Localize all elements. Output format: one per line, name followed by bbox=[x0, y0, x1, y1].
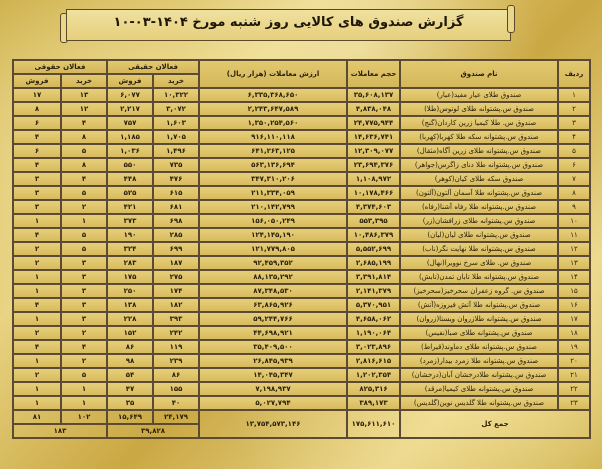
legal-sell: ۴ bbox=[13, 158, 61, 172]
legal-buy: ۱ bbox=[61, 396, 107, 410]
header-real-buy: خرید bbox=[153, 74, 199, 88]
fund-name: صندوق س.پشتوانه طلا نهایت نگر(ناب) bbox=[400, 242, 558, 256]
legal-sell: ۲ bbox=[13, 368, 61, 382]
real-sell: ۵۲۵ bbox=[107, 186, 153, 200]
trade-volume: ۲۴,۷۷۵,۹۴۴ bbox=[347, 116, 400, 130]
legal-buy: ۱۲ bbox=[61, 102, 107, 116]
real-buy: ۲۴۲ bbox=[153, 326, 199, 340]
header-legal-traders: فعالان حقوقی bbox=[13, 60, 107, 74]
legal-sell: ۴ bbox=[13, 340, 61, 354]
legal-buy: ۵ bbox=[61, 144, 107, 158]
header-row-no: ردیف bbox=[558, 60, 590, 88]
table-body bbox=[13, 88, 590, 410]
legal-sell: ۲ bbox=[13, 256, 61, 270]
row-number: ۲۲ bbox=[558, 382, 590, 396]
real-buy: ۱۵۵ bbox=[153, 382, 199, 396]
total-legal-traders: ۱۸۳ bbox=[13, 424, 107, 438]
trade-value: ۵۶۳,۱۳۶,۶۹۴ bbox=[199, 158, 347, 172]
row-number: ۶ bbox=[558, 158, 590, 172]
row-number: ۱۶ bbox=[558, 298, 590, 312]
header-volume: حجم معاملات bbox=[347, 60, 400, 88]
legal-sell: ۱ bbox=[13, 354, 61, 368]
title-banner-body bbox=[66, 9, 511, 41]
total-real-buy: ۲۴,۱۷۹ bbox=[153, 410, 199, 424]
trade-value: ۸۷,۳۴۸,۵۳۰ bbox=[199, 284, 347, 298]
header-real-traders: فعالان حقیقی bbox=[107, 60, 199, 74]
legal-buy: ۸ bbox=[61, 158, 107, 172]
legal-sell: ۲ bbox=[13, 326, 61, 340]
legal-buy: ۴ bbox=[61, 116, 107, 130]
row-number: ۲۰ bbox=[558, 354, 590, 368]
real-sell: ۳۲۴ bbox=[107, 242, 153, 256]
real-buy: ۸۶ bbox=[153, 368, 199, 382]
row-number: ۱۷ bbox=[558, 312, 590, 326]
fund-name: صندوق س. طلا کیمیا زرین کاردان(گنج) bbox=[400, 116, 558, 130]
title-banner bbox=[60, 5, 515, 45]
fund-name: صندوق س.پشتوانه طلای زرین آگاه(مثقال) bbox=[400, 144, 558, 158]
row-number: ۱۲ bbox=[558, 242, 590, 256]
table-row bbox=[13, 242, 590, 256]
fund-name: صندوق س.پشتوانه طلا دنای زاگرس(جواهر) bbox=[400, 158, 558, 172]
trade-volume: ۵,۵۵۲,۶۹۹ bbox=[347, 242, 400, 256]
real-sell: ۲,۲۱۷ bbox=[107, 102, 153, 116]
trade-volume: ۸۲۵,۳۱۶ bbox=[347, 382, 400, 396]
table-row bbox=[13, 354, 590, 368]
trade-volume: ۳۵,۶۰۸,۱۳۷ bbox=[347, 88, 400, 102]
real-sell: ۱۷۵ bbox=[107, 270, 153, 284]
real-buy: ۱۸۷ bbox=[153, 256, 199, 270]
fund-name: صندوق س. طلای سرخ نوویرا(نهال) bbox=[400, 256, 558, 270]
real-sell: ۱۳۸ bbox=[107, 298, 153, 312]
trade-volume: ۵۵۳,۳۹۵ bbox=[347, 214, 400, 228]
table-row bbox=[13, 200, 590, 214]
trade-value: ۷,۱۹۸,۹۳۷ bbox=[199, 382, 347, 396]
legal-sell: ۶ bbox=[13, 144, 61, 158]
header-value: ارزش معاملات (هزار ریال) bbox=[199, 60, 347, 88]
table-row bbox=[13, 144, 590, 158]
table-row bbox=[13, 396, 590, 410]
legal-buy: ۱ bbox=[61, 382, 107, 396]
legal-sell: ۳ bbox=[13, 172, 61, 186]
real-sell: ۲۸۳ bbox=[107, 256, 153, 270]
header-legal-buy: خرید bbox=[61, 74, 107, 88]
trade-volume: ۴,۳۷۴,۶۰۳ bbox=[347, 200, 400, 214]
real-buy: ۲۸۵ bbox=[153, 228, 199, 242]
table-row bbox=[13, 340, 590, 354]
real-sell: ۱,۰۳۶ bbox=[107, 144, 153, 158]
fund-name: صندوق س.پشتوانه طلای لیان(لیان) bbox=[400, 228, 558, 242]
real-sell: ۱۹۰ bbox=[107, 228, 153, 242]
trade-volume: ۱۲,۳۰۹,۰۷۷ bbox=[347, 144, 400, 158]
real-sell: ۹۸ bbox=[107, 354, 153, 368]
table-row bbox=[13, 130, 590, 144]
real-sell: ۵۵۰ bbox=[107, 158, 153, 172]
real-buy: ۱,۶۰۳ bbox=[153, 116, 199, 130]
trade-value: ۱,۳۵۰,۲۵۴,۵۶۰ bbox=[199, 116, 347, 130]
trade-volume: ۲,۸۱۶,۶۱۵ bbox=[347, 354, 400, 368]
table-row bbox=[13, 88, 590, 102]
legal-buy: ۲ bbox=[61, 200, 107, 214]
legal-sell: ۴ bbox=[13, 130, 61, 144]
real-sell: ۴۴۸ bbox=[107, 172, 153, 186]
trade-value: ۲,۲۴۳,۶۴۷,۵۸۹ bbox=[199, 102, 347, 116]
scroll-roll-right bbox=[507, 5, 515, 33]
legal-buy: ۴ bbox=[61, 340, 107, 354]
legal-buy: ۳ bbox=[61, 298, 107, 312]
table-row bbox=[13, 298, 590, 312]
trade-value: ۸۸,۱۳۵,۲۹۲ bbox=[199, 270, 347, 284]
legal-buy: ۳ bbox=[61, 256, 107, 270]
real-buy: ۱۷۴ bbox=[153, 284, 199, 298]
legal-buy: ۲ bbox=[61, 326, 107, 340]
real-sell: ۳۷۳ bbox=[107, 214, 153, 228]
table-row bbox=[13, 270, 590, 284]
legal-buy: ۵ bbox=[61, 228, 107, 242]
real-sell: ۲۵۰ bbox=[107, 284, 153, 298]
real-sell: ۷۵۷ bbox=[107, 116, 153, 130]
row-number: ۱۰ bbox=[558, 214, 590, 228]
total-real-sell: ۱۵,۶۴۹ bbox=[107, 410, 153, 424]
row-number: ۲۱ bbox=[558, 368, 590, 382]
row-number: ۲۳ bbox=[558, 396, 590, 410]
real-buy: ۳۹۳ bbox=[153, 312, 199, 326]
row-number: ۱۵ bbox=[558, 284, 590, 298]
total-value: ۱۳,۷۵۴,۵۷۳,۱۴۶ bbox=[199, 410, 347, 438]
legal-buy: ۱ bbox=[61, 214, 107, 228]
fund-name: صندوق س. گروه زعفران سحرخیز(سحرخیز) bbox=[400, 284, 558, 298]
real-buy: ۱۱۹ bbox=[153, 340, 199, 354]
real-sell: ۱,۱۸۵ bbox=[107, 130, 153, 144]
real-sell: ۵۴ bbox=[107, 368, 153, 382]
trade-value: ۲۱۰,۱۴۲,۷۹۹ bbox=[199, 200, 347, 214]
legal-sell: ۱ bbox=[13, 312, 61, 326]
trade-volume: ۱,۲۰۲,۳۵۴ bbox=[347, 368, 400, 382]
table-row bbox=[13, 116, 590, 130]
fund-name: صندوق س.پشتوانه طلا تابان تمدن(تابش) bbox=[400, 270, 558, 284]
real-buy: ۱۸۲ bbox=[153, 298, 199, 312]
header-legal-sell: فروش bbox=[13, 74, 61, 88]
trade-value: ۱۴,۰۴۵,۳۴۷ bbox=[199, 368, 347, 382]
real-buy: ۲۳۹ bbox=[153, 354, 199, 368]
table-row bbox=[13, 382, 590, 396]
total-real-traders: ۳۹,۸۲۸ bbox=[107, 424, 199, 438]
legal-sell: ۱ bbox=[13, 396, 61, 410]
legal-buy: ۳ bbox=[61, 284, 107, 298]
table-row bbox=[13, 284, 590, 298]
real-sell: ۸۶ bbox=[107, 340, 153, 354]
real-sell: ۳۵ bbox=[107, 396, 153, 410]
total-row bbox=[13, 410, 590, 424]
row-number: ۸ bbox=[558, 186, 590, 200]
table-row bbox=[13, 228, 590, 242]
legal-buy: ۵ bbox=[61, 186, 107, 200]
legal-sell: ۴ bbox=[13, 228, 61, 242]
table-row bbox=[13, 102, 590, 116]
trade-volume: ۲,۶۸۵,۱۹۹ bbox=[347, 256, 400, 270]
legal-buy: ۲ bbox=[61, 354, 107, 368]
page-title: گزارش صندوق های کالایی روز شنبه مورخ ۱۴۰۴-۰۳-۱۰ bbox=[113, 15, 464, 30]
real-buy: ۱,۴۹۶ bbox=[153, 144, 199, 158]
legal-sell: ۱ bbox=[13, 382, 61, 396]
trade-volume: ۴,۸۳۸,۰۴۸ bbox=[347, 102, 400, 116]
table-row bbox=[13, 158, 590, 172]
trade-value: ۲۱۱,۳۳۴,۰۵۹ bbox=[199, 186, 347, 200]
trade-value: ۳۴۷,۳۱۰,۲۰۶ bbox=[199, 172, 347, 186]
real-buy: ۶۹۹ bbox=[153, 242, 199, 256]
fund-name: صندوق س.پشتوانه طلای کیمیا(مرقد) bbox=[400, 382, 558, 396]
trade-value: ۵,۰۲۷,۷۹۴ bbox=[199, 396, 347, 410]
legal-sell: ۶ bbox=[13, 116, 61, 130]
row-number: ۹ bbox=[558, 200, 590, 214]
real-sell: ۴۲۱ bbox=[107, 200, 153, 214]
real-buy: ۲۷۵ bbox=[153, 270, 199, 284]
trade-value: ۱۲۴,۱۴۵,۱۹۰ bbox=[199, 228, 347, 242]
trade-volume: ۴,۶۵۸,۰۶۲ bbox=[347, 312, 400, 326]
total-legal-sell: ۸۱ bbox=[13, 410, 61, 424]
real-buy: ۴۰ bbox=[153, 396, 199, 410]
legal-sell: ۸ bbox=[13, 102, 61, 116]
trade-value: ۹۱۶,۱۱۰,۱۱۸ bbox=[199, 130, 347, 144]
trade-volume: ۵,۳۷۰,۹۵۱ bbox=[347, 298, 400, 312]
header-real-sell: فروش bbox=[107, 74, 153, 88]
trade-value: ۹۲,۴۵۹,۳۵۲ bbox=[199, 256, 347, 270]
row-number: ۷ bbox=[558, 172, 590, 186]
legal-buy: ۳ bbox=[61, 312, 107, 326]
total-label: جمع کل bbox=[400, 410, 590, 438]
legal-buy: ۴ bbox=[61, 172, 107, 186]
legal-buy: ۵ bbox=[61, 242, 107, 256]
fund-name: صندوق س.پشتوانه طلا رفاه آشنا(رفاه) bbox=[400, 200, 558, 214]
table-row bbox=[13, 368, 590, 382]
real-buy: ۴۷۶ bbox=[153, 172, 199, 186]
row-number: ۱۱ bbox=[558, 228, 590, 242]
table-row bbox=[13, 326, 590, 340]
commodity-funds-table bbox=[12, 59, 591, 439]
legal-sell: ۳ bbox=[13, 186, 61, 200]
fund-name: صندوق س.پشتوانه طلای صبا(نفیس) bbox=[400, 326, 558, 340]
fund-name: صندوق س.پشتوانه طلای دماوند(قیراط) bbox=[400, 340, 558, 354]
real-buy: ۶۱۵ bbox=[153, 186, 199, 200]
fund-name: صندوق س.پشتوانه طلازروان ویستا(زروان) bbox=[400, 312, 558, 326]
trade-volume: ۱,۱۹۰,۰۶۴ bbox=[347, 326, 400, 340]
trade-value: ۴۴,۶۹۸,۹۲۱ bbox=[199, 326, 347, 340]
table-row bbox=[13, 186, 590, 200]
trade-volume: ۱,۱۰۸,۹۷۲ bbox=[347, 172, 400, 186]
real-buy: ۱,۷۰۵ bbox=[153, 130, 199, 144]
legal-sell: ۱ bbox=[13, 284, 61, 298]
table-row bbox=[13, 214, 590, 228]
table-row bbox=[13, 172, 590, 186]
trade-volume: ۱۰,۱۷۸,۴۶۶ bbox=[347, 186, 400, 200]
trade-value: ۶۳,۸۶۵,۹۲۶ bbox=[199, 298, 347, 312]
legal-sell: ۱۷ bbox=[13, 88, 61, 102]
trade-value: ۶۴۱,۲۶۳,۱۲۵ bbox=[199, 144, 347, 158]
trade-volume: ۳,۰۲۳,۸۹۶ bbox=[347, 340, 400, 354]
real-buy: ۶۹۸ bbox=[153, 214, 199, 228]
row-number: ۱۹ bbox=[558, 340, 590, 354]
total-legal-buy: ۱۰۲ bbox=[61, 410, 107, 424]
real-buy: ۶۸۱ bbox=[153, 200, 199, 214]
real-buy: ۷۳۵ bbox=[153, 158, 199, 172]
legal-sell: ۳ bbox=[13, 200, 61, 214]
fund-name: صندوق س.پشتوانه سکه طلا کهربا(کهربا) bbox=[400, 130, 558, 144]
trade-value: ۱۵۶,۰۵۰,۲۴۹ bbox=[199, 214, 347, 228]
trade-volume: ۳,۳۹۱,۸۱۴ bbox=[347, 270, 400, 284]
legal-sell: ۱ bbox=[13, 214, 61, 228]
row-number: ۱۸ bbox=[558, 326, 590, 340]
trade-value: ۱۲۱,۷۷۹,۸۰۵ bbox=[199, 242, 347, 256]
fund-name: صندوق سکه طلای کیان(کوهر) bbox=[400, 172, 558, 186]
row-number: ۴ bbox=[558, 130, 590, 144]
fund-name: صندوق س.پشتوانه طلا گلدیس نوین(گلدیس) bbox=[400, 396, 558, 410]
trade-value: ۵۹,۲۴۴,۷۶۶ bbox=[199, 312, 347, 326]
fund-name: صندوق طلای عیار مفید(عیار) bbox=[400, 88, 558, 102]
row-number: ۱۴ bbox=[558, 270, 590, 284]
fund-name: صندوق س.پشتوانه طلا آتش فیروزه(آتش) bbox=[400, 298, 558, 312]
row-number: ۵ bbox=[558, 144, 590, 158]
table-row bbox=[13, 256, 590, 270]
legal-buy: ۵ bbox=[61, 368, 107, 382]
row-number: ۲ bbox=[558, 102, 590, 116]
legal-sell: ۱ bbox=[13, 270, 61, 284]
legal-buy: ۸ bbox=[61, 130, 107, 144]
real-buy: ۳,۰۷۲ bbox=[153, 102, 199, 116]
real-sell: ۶,۰۷۷ bbox=[107, 88, 153, 102]
fund-name: صندوق س.پشتوانه طلا زمرد بیدار(زمرد) bbox=[400, 354, 558, 368]
trade-volume: ۱۰,۴۸۶,۳۷۹ bbox=[347, 228, 400, 242]
fund-name: صندوق س.پشتوانه طلا آسمان آلتون(آلتون) bbox=[400, 186, 558, 200]
fund-name: صندوق س.پشتوانه طلادرخشان آبان(درخشان) bbox=[400, 368, 558, 382]
real-sell: ۴۷ bbox=[107, 382, 153, 396]
table-row bbox=[13, 312, 590, 326]
row-number: ۱ bbox=[558, 88, 590, 102]
legal-sell: ۴ bbox=[13, 298, 61, 312]
trade-value: ۳۵,۴۰۹,۵۰۰ bbox=[199, 340, 347, 354]
trade-volume: ۲,۱۴۱,۳۷۹ bbox=[347, 284, 400, 298]
legal-sell: ۲ bbox=[13, 242, 61, 256]
real-sell: ۲۲۸ bbox=[107, 312, 153, 326]
trade-volume: ۳۸۹,۱۷۳ bbox=[347, 396, 400, 410]
row-number: ۱۳ bbox=[558, 256, 590, 270]
row-number: ۳ bbox=[558, 116, 590, 130]
header-fund-name: نام صندوق bbox=[400, 60, 558, 88]
trade-value: ۶,۳۳۵,۳۶۸,۶۵۰ bbox=[199, 88, 347, 102]
real-buy: ۱۰,۳۲۲ bbox=[153, 88, 199, 102]
legal-buy: ۳ bbox=[61, 270, 107, 284]
real-sell: ۱۵۲ bbox=[107, 326, 153, 340]
trade-volume: ۲۳,۶۹۴,۳۷۶ bbox=[347, 158, 400, 172]
total-volume: ۱۷۵,۶۱۱,۶۱۰ bbox=[347, 410, 400, 438]
trade-value: ۲۶,۸۴۵,۹۳۹ bbox=[199, 354, 347, 368]
fund-name: صندوق س.پشتوانه طلای زرافشان(زر) bbox=[400, 214, 558, 228]
fund-name: صندوق س.پشتوانه طلای لوتوس(طلا) bbox=[400, 102, 558, 116]
legal-buy: ۱۳ bbox=[61, 88, 107, 102]
trade-volume: ۱۴,۶۳۶,۷۴۱ bbox=[347, 130, 400, 144]
